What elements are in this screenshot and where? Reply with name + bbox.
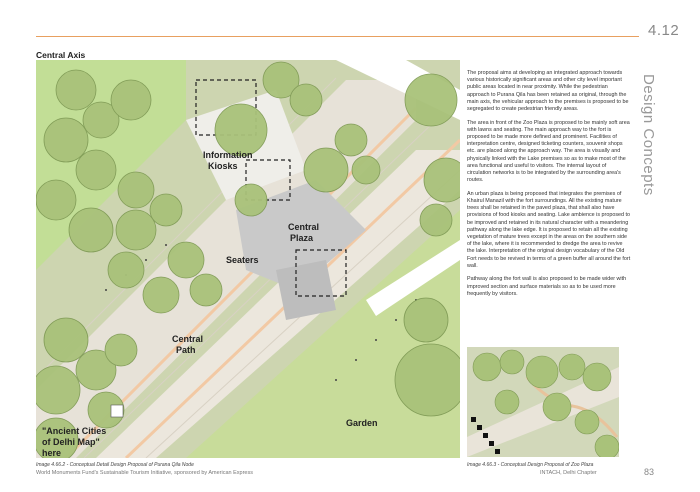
body-text-column bbox=[467, 70, 631, 304]
page-number: 4.12 bbox=[648, 22, 680, 39]
site-plan-drawing bbox=[36, 60, 460, 458]
header-rule bbox=[36, 36, 639, 37]
label-ancient-map-3: here bbox=[42, 448, 62, 458]
label-ancient-map-1: "Ancient Cities bbox=[42, 426, 107, 436]
caption-left: Image 4.66.2 - Conceptual Detail Design Proposal of Purana Qila Node bbox=[36, 462, 194, 468]
label-central-plaza-2: Plaza bbox=[290, 233, 314, 243]
footer-chapter: INTACH, Delhi Chapter bbox=[540, 470, 597, 476]
label-kiosks: Kiosks bbox=[208, 161, 238, 171]
caption-right: Image 4.66.3 - Conceptual Design Proposal of Zoo Plaza bbox=[467, 462, 594, 468]
zoo-plaza-inset-drawing bbox=[467, 347, 619, 457]
label-central-path-1: Central bbox=[172, 334, 204, 344]
label-central-path-2: Path bbox=[176, 345, 196, 355]
body-paragraph: The area in front of the Zoo Plaza is proposed to be mainly soft area with lawns and seating. The main approach way to the fort is proposed to be made more defined and prominent. Facilities of interpretation centre, designed ticketing counters, souvenir shops etc. are placed along the approach way. The area is visually and physically linked with the Lake premises so as to make most of the area functional and useful to visitors. The internal layout of circulation networks is to be integrated by the surrounding area's routes. bbox=[467, 119, 630, 184]
body-paragraph: An urban plaza is being proposed that integrates the premises of Khairul Manazil with the fort surroundings. All the existing mature trees shall be retained in the paved plaza, that shall also have provisions of food kiosks and seating. Lake ambience is proposed to be improved and retained in its natural character with a meandering pathway along the lake edge. It is proposed to retain all the existing vegetation of mature trees except in the areas on the southern side of the lake, where it is recommended to dredge the area to revive the lake. Interpretation of the original design vocabulary of the Old Fort needs to be revived in terms of a green buffer all around the fort wall. bbox=[467, 190, 631, 269]
footer-page-number: 83 bbox=[644, 467, 655, 477]
label-ancient-map-2: of Delhi Map" bbox=[42, 437, 100, 447]
chapter-title-vertical bbox=[640, 74, 684, 214]
chapter-title: Design Concepts bbox=[640, 74, 657, 196]
label-central-plaza-1: Central bbox=[288, 222, 320, 232]
body-paragraph: Pathway along the fort wall is also proposed to be made wider with improved section and surface materials so as to be used more frequently by visitors. bbox=[467, 276, 627, 297]
section-title: Central Axis bbox=[36, 50, 86, 60]
label-garden: Garden bbox=[346, 418, 378, 428]
label-information: Information bbox=[203, 150, 253, 160]
label-seaters: Seaters bbox=[226, 255, 259, 265]
body-paragraph: The proposal aims at developing an integrated approach towards various historically significant areas and other city level important public areas located in near proximity. While the pedestrian approach to Purana Qila has been retained as original, through the main axis, the vehicular approach to the premises is proposed to be segregated to create pedestrian friendly areas. bbox=[467, 70, 629, 113]
footer-sponsor: World Monuments Fund's Sustainable Tourism Initiative, sponsored by American Express bbox=[36, 470, 253, 476]
